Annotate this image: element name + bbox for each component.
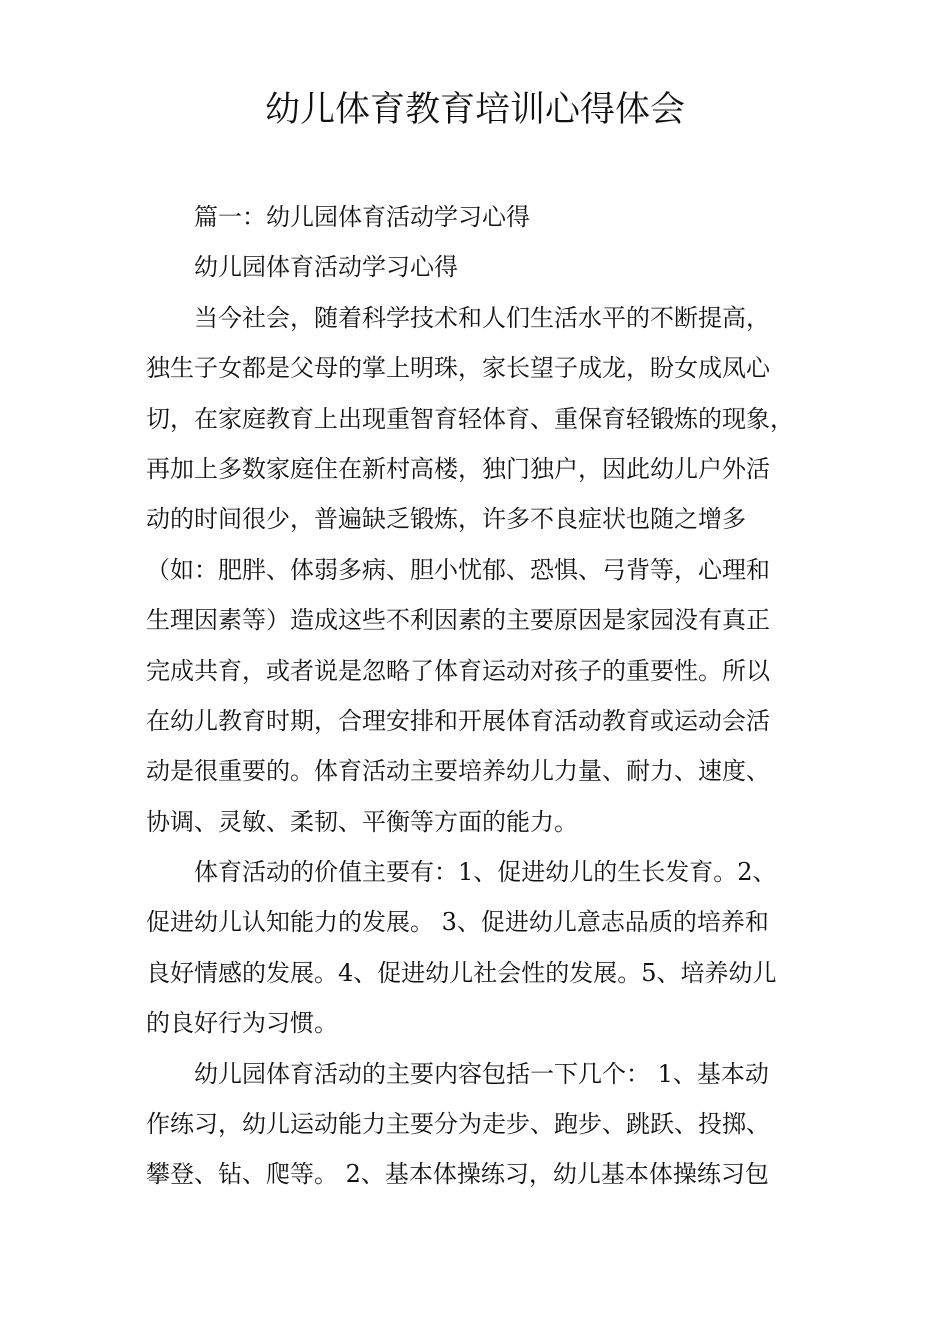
paragraph-line: 再加上多数家庭住在新村高楼，独门独户，因此幼儿户外活: [146, 454, 770, 483]
paragraph-line: （如：肥胖、体弱多病、胆小忧郁、恐惧、弓背等，心理和: [146, 555, 770, 584]
paragraph-line: 的良好行为习惯。: [146, 1009, 338, 1038]
paragraph-line: 促进幼儿认知能力的发展。 3、促进幼儿意志品质的培养和: [146, 908, 769, 937]
paragraph-line: 协调、灵敏、柔韧、平衡等方面的能力。: [146, 807, 578, 836]
paragraph-line: 生理因素等）造成这些不利因素的主要原因是家园没有真正: [146, 606, 770, 635]
document-title: 幼儿体育教育培训心得体会: [264, 90, 685, 130]
paragraph-line: 体育活动的价值主要有：1、促进幼儿的生长发育。2、: [194, 858, 777, 887]
document-body: [146, 192, 810, 1200]
paragraph-line: 攀登、钻、爬等。 2、基本体操练习，幼儿基本体操练习包: [146, 1160, 769, 1189]
paragraph-line: 良好情感的发展。4、促进幼儿社会性的发展。5、培养幼儿: [146, 958, 777, 987]
paragraph-line: 动是很重要的。体育活动主要培养幼儿力量、耐力、速度、: [146, 757, 770, 786]
paragraph-line: 在幼儿教育时期，合理安排和开展体育活动教育或运动会活: [146, 706, 770, 735]
paragraph-line: 切，在家庭教育上出现重智育轻体育、重保育轻锻炼的现象，: [146, 404, 794, 433]
paragraph-line: 独生子女都是父母的掌上明珠，家长望子成龙，盼女成凤心: [146, 354, 770, 383]
paragraph-line: 作练习，幼儿运动能力主要分为走步、跑步、跳跃、投掷、: [146, 1110, 770, 1139]
paragraph-line: 幼儿园体育活动的主要内容包括一下几个： 1、基本动: [194, 1059, 769, 1088]
section-heading: 篇一：幼儿园体育活动学习心得: [194, 203, 530, 231]
article-subtitle: 幼儿园体育活动学习心得: [194, 253, 458, 282]
paragraph-line: 当今社会，随着科学技术和人们生活水平的不断提高，: [194, 303, 770, 332]
paragraph-line: 动的时间很少，普遍缺乏锻炼，许多不良症状也随之增多: [146, 505, 746, 534]
paragraph-line: 完成共育，或者说是忽略了体育运动对孩子的重要性。所以: [146, 656, 770, 685]
